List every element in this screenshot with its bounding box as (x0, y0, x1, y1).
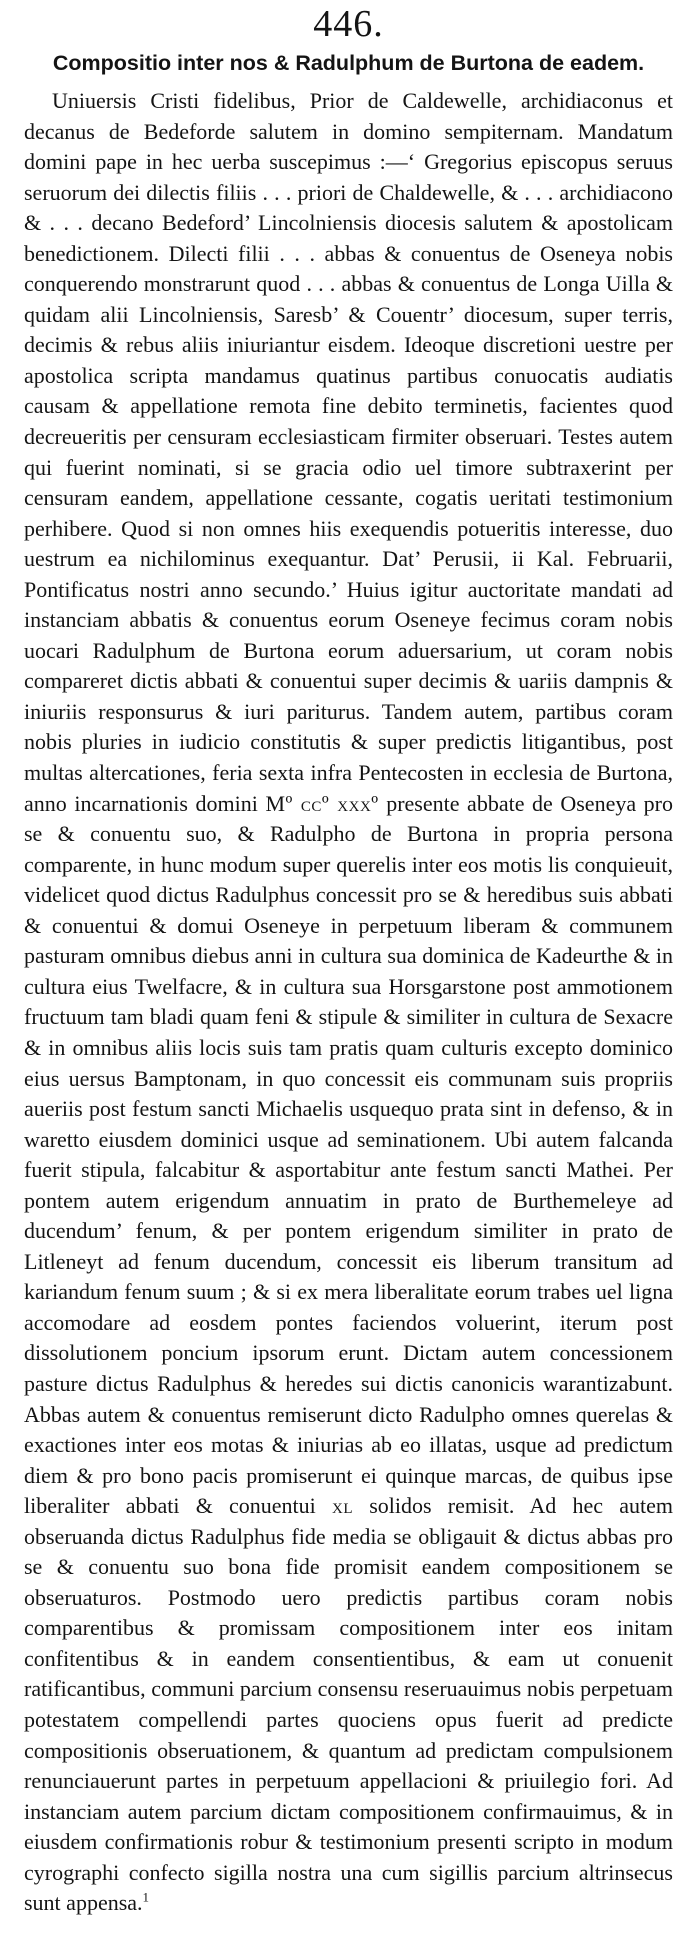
charter-text (24, 86, 673, 1919)
charter-text-part-1: Uniuersis Cristi fidelibus, Prior de Caldewelle, archidiaconus et decanus de Bedeforde salutem in domino sempiternam. Mandatum domini pape in hec uerba suscepimus :—‘ Gregorius episcopus seruus seruorum dei dilectis filiis . . . priori de Chaldewelle, & . . . archidiacono & . . . decano Bedeford’ Lincolniensis diocesis salutem & apostolicam benedictionem. Dilecti filii . . . abbas & conuentus de Oseneya nobis conquerendo monstrarunt quod . . . abbas & conuentus de Longa Uilla & quidam alii Lincolniensis, Saresb’ & Couentr’ diocesum, super terris, decimis & rebus aliis iniuriantur eisdem. Ideoque discretioni uestre per apostolica scripta mandamus quatinus partibus conuocatis audiatis causam & appellatione remota fine debito terminetis, facientes quod decreueritis per censuram ecclesiasticam firmiter obseruari. Testes autem qui fuerint nominati, si se gracia odio uel timore subtraxerint per censuram eandem, appellatione cessante, cogatis ueritati testimonium perhibere. Quod si non omnes hiis exequendis potueritis interesse, duo uestrum ea nichilominus exequantur. Dat’ Perusii, ii Kal. Februarii, Pontificatus nostri anno secundo.’ Huius igitur auctoritate mandati ad instanciam abbatis & conuentus eorum Oseneye fecimus coram nobis uocari Radulphum de Burtona eorum aduersarium, ut coram nobis compareret dictis abbati & conuentui super decimis & uariis dampnis & iniuriis responsurus & iuri pariturus. Tandem autem, partibus coram nobis pluries in iudicio constitutis & super predictis litigantibus, post multas altercationes, feria sexta infra Pentecosten in ecclesia de Burtona, anno incarnationis domini (24, 88, 673, 816)
solidos-mark: xl (332, 1493, 353, 1519)
footnote-marker[interactable]: 1 (142, 1889, 150, 1905)
charter-text-part-2: presente abbate de Oseneya pro se & conuentu suo, & Radulpho de Burtona in propria persona comparente, in hunc modum super querelis inter eos motis lis conquieuit, videlicet quod dictus Radulphus concessit pro se & heredibus suis abbati & conuentui & domui Oseneye in perpetuum liberam & communem pasturam omnibus diebus anni in cultura sua dominica de Kadeurthe & in cultura eius Twelfacre, & in cultura sua Horsgarstone post ammotionem fructuum tam bladi quam feni & stipule & similiter in cultura de Sexacre & in omnibus aliis locis suis tam pratis quam culturis excepto dominico eius uersus Bamptonam, in quo concessit eis communam suis propriis aueriis post festum sancti Michaelis usquequo prata sint in defenso, & in waretto eiusdem dominici usque ad seminationem. Ubi autem falcanda fuerit stipula, falcabitur & asportabitur ante festum sancti Mathei. Per pontem autem erigendum annuatim in prato de Burthemeleye ad ducendum’ fenum, & per pontem erigendum similiter in prato de Litleneyt ad fenum ducendum, concessit eis liberum transitum ad kariandum fenum suum ; & si ex mera liberalitate eorum trabes uel ligna accomodare ad eosdem pontes faciendos voluerint, iterum post dissolutionem poncium ipsorum erunt. Dictam autem concessionem pasture dictus Radulphus & heredes sui dictis canonicis warantizabunt. Abbas autem & conuentus remiserunt dicto Radulpho omnes querelas & exactiones inter eos motas & iniurias ab eo illatas, usque ad predictum diem & pro bono pacis promiserunt ei quinque marcas, de quibus ipse liberaliter abbati & conuentui (24, 790, 673, 1519)
document-heading: Compositio inter nos & Radulphum de Burtona de eadem. (52, 51, 645, 75)
page-number: 446. (313, 3, 384, 45)
charter-text-part-3: solidos remisit. Ad hec autem obseruanda dictus Radulphus fide media se obligauit & dictus abbas pro se & conuentu suo bona fide promisit eandem compositionem se obseruaturos. Postmodo uero predictis partibus coram nobis comparentibus & promissam compositionem inter eos initam confitentibus & in eandem consentientibus, & eam ut conuenit ratificantibus, communi parcium consensu reseruauimus nobis perpetuam potestatem compellendi partes quociens opus fuerit ad predicte compositionis obseruationem, & quantum ad predictam compulsionem renunciauerunt partes in perpetuum appellacioni & priuilegio fori. Ad instanciam autem parcium dictam compositionem confirmauimus, & in eiusdem confirmationis robur & testimonium presenti scripto in modum cyrographi confecto sigilla nostra una cum sigillis parcium altrinsecus sunt appensa. (24, 1493, 673, 1916)
year-mark: Mº ccº xxxº (265, 790, 379, 816)
